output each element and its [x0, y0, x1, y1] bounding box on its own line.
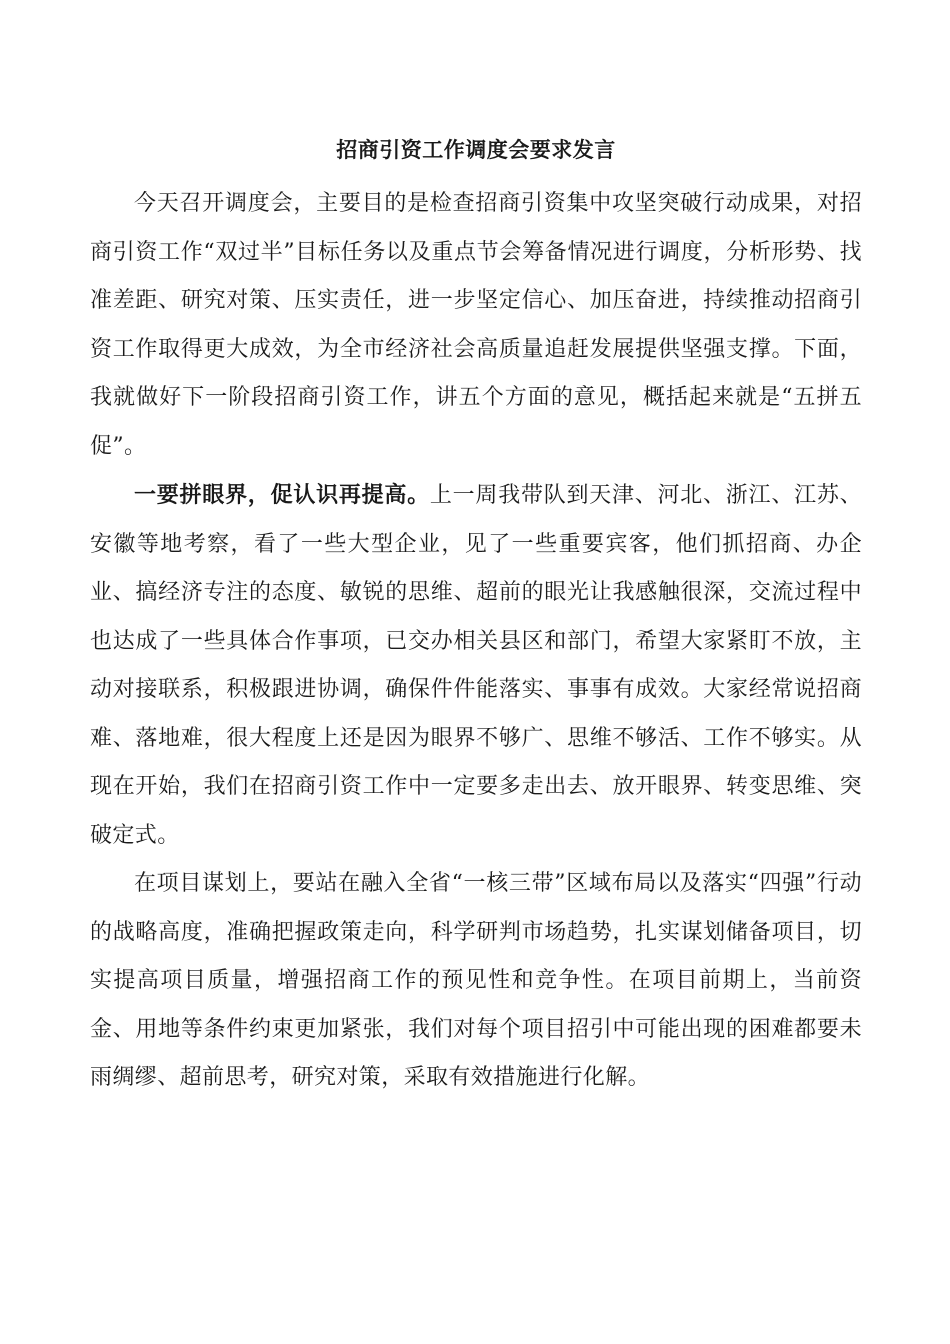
paragraph-point-one: [90, 471, 862, 860]
paragraph-point-one-heading: 一要拼眼界，促认识再提高。: [134, 482, 430, 508]
paragraph-project-planning: [90, 860, 862, 1103]
document-page: [90, 130, 862, 1103]
document-title: 招商引资工作调度会要求发言: [336, 137, 616, 162]
paragraph-intro: [90, 180, 862, 471]
paragraph-intro-text: 今天召开调度会，主要目的是检查招商引资集中攻坚突破行动成果，对招商引资工作“双过半”目标任务以及重点节会筹备情况进行调度，分析形势、找准差距、研究对策、压实责任，进一步坚定信心、加压奋进，持续推动招商引资工作取得更大成效，为全市经济社会高质量追赶发展提供坚强支撑。下面，我就做好下一阶段招商引资工作，讲五个方面的意见，概括起来就是“五拼五促”。: [90, 191, 862, 459]
paragraph-point-one-text: 上一周我带队到天津、河北、浙江、江苏、安徽等地考察，看了一些大型企业，见了一些重要宾客，他们抓招商、办企业、搞经济专注的态度、敏锐的思维、超前的眼光让我感触很深，交流过程中也达成了一些具体合作事项，已交办相关县区和部门，希望大家紧盯不放，主动对接联系，积极跟进协调，确保件件能落实、事事有成效。大家经常说招商难、落地难，很大程度上还是因为眼界不够广、思维不够活、工作不够实。从现在开始，我们在招商引资工作中一定要多走出去、放开眼界、转变思维、突破定式。: [90, 483, 863, 848]
paragraph-project-planning-text: 在项目谋划上，要站在融入全省“一核三带”区域布局以及落实“四强”行动的战略高度，准确把握政策走向，科学研判市场趋势，扎实谋划储备项目，切实提高项目质量，增强招商工作的预见性和竞争性。在项目前期上，当前资金、用地等条件约束更加紧张，我们对每个项目招引中可能出现的困难都要未雨绸缪、超前思考，研究对策，采取有效措施进行化解。: [90, 871, 862, 1090]
